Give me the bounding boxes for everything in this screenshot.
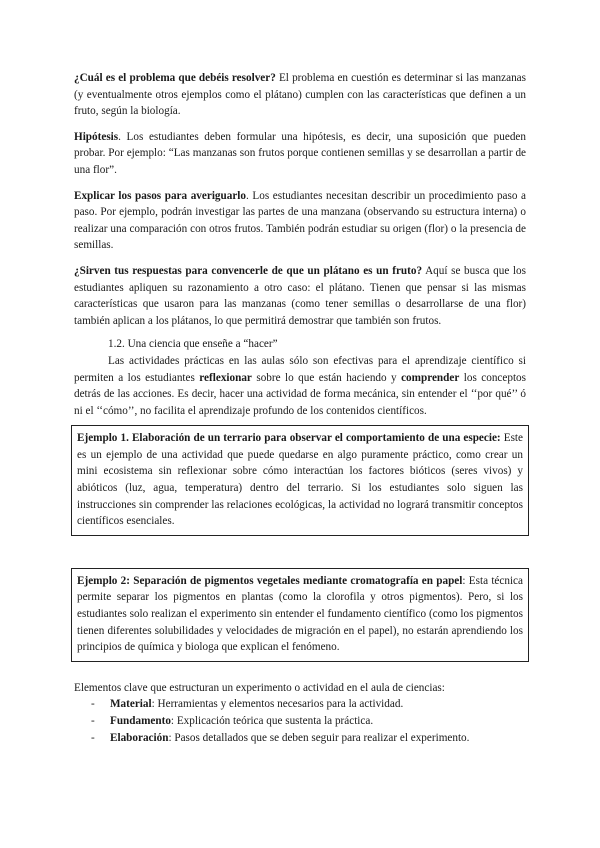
list-item [74, 696, 526, 713]
hypothesis-paragraph [74, 129, 526, 179]
list-item-desc: : Herramientas y elementos necesarios para la actividad. [151, 698, 404, 711]
steps-paragraph [74, 188, 526, 254]
example-1-paragraph [77, 430, 523, 530]
steps-term: Explicar los pasos para averiguarlo [74, 189, 247, 202]
example-2-box [71, 568, 529, 662]
section-heading: 1.2. Una ciencia que enseñe a “hacer” [108, 338, 278, 351]
steps-text: . Los estudiantes necesitan describir un procedimiento paso a paso. Por ejemplo, podrán investigar las partes de una manzana (observando su estructura interna) o realizar una comparación con otros frutos. También podrán estudiar su origen (flor) o la presencia de semillas. [74, 189, 527, 252]
section-bold-reflexionar: reflexionar [199, 371, 252, 384]
example-1-title: Ejemplo 1. Elaboración de un terrario para observar el comportamiento de una especie: [77, 432, 501, 445]
banana-question: ¿Sirven tus respuestas para convencerle de que un plátano es un fruto? [74, 264, 423, 277]
list-item-term: Fundamento [110, 715, 171, 727]
banana-paragraph [74, 263, 526, 329]
list-item-term: Material [110, 698, 152, 711]
list-dash: - [91, 715, 95, 727]
document-body [74, 70, 526, 746]
elements-list [74, 696, 526, 746]
list-item-desc: : Pasos detallados que se deben seguir para realizar el experimento. [168, 731, 470, 744]
elements-intro: Elementos clave que estructuran un experimento o actividad en el aula de ciencias: [74, 681, 445, 694]
example-1-box [71, 425, 529, 536]
list-item [74, 730, 526, 747]
example-2-paragraph [77, 573, 523, 656]
example-1-text: Este es un ejemplo de una actividad que puede quedarse en algo puramente práctico, como crear un mini ecosistema sin reflexionar sobre cómo interactúan los factores bióticos (seres vivos) y abióticos (luz, agua, temperatura) dentro del terrario. Si los estudiantes solo siguen las instrucciones sin comprender las relaciones ecológicas, la actividad no logrará transmitir conceptos científicos esenciales. [77, 432, 524, 528]
section-paragraph [74, 353, 526, 419]
list-dash: - [91, 698, 95, 711]
list-item-term: Elaboración [110, 731, 169, 744]
hypothesis-term: Hipótesis [74, 130, 119, 143]
problem-question: ¿Cuál es el problema que debéis resolver? [74, 72, 276, 84]
section-text-1: Las actividades prácticas en las aulas sólo son efectivas para el aprendizaje científico si permiten a los estudiantes [74, 354, 526, 384]
section-text-2: sobre lo que están haciendo y [251, 371, 402, 384]
example-2-title: Ejemplo 2: Separación de pigmentos vegetales mediante cromatografía en papel [77, 574, 463, 587]
list-dash: - [91, 731, 95, 744]
section-text-3: los conceptos detrás de las acciones. Es decir, hacer una actividad de forma mecánica, sin entender el ‘‘por qué’’ ó ni el ‘‘cómo’’, no facilita el aprendizaje profundo de los contenidos científicos. [74, 371, 526, 417]
hypothesis-text: . Los estudiantes deben formular una hipótesis, es decir, una suposición que pueden probar. Por ejemplo: “Las manzanas son frutos porque contienen semillas y se desarrollan a partir de una flor”. [74, 130, 526, 176]
problem-paragraph [74, 70, 526, 120]
section-bold-comprender: comprender [401, 371, 460, 384]
problem-text: El problema en cuestión es determinar si las manzanas (y eventualmente otros ejemplos como el plátano) cumplen con las características que definen a un fruto, según la biología. [74, 72, 526, 118]
list-item [74, 713, 526, 730]
banana-text: Aquí se busca que los estudiantes apliquen su razonamiento a otro caso: el plátano. Tienen que pensar si las mismas características que usaron para las manzanas (como tener semillas o desarrollarse de una flor) también aplican a los plátanos, lo que permitirá demostrar que también son frutos. [74, 264, 526, 327]
example-2-text: : Esta técnica permite separar los pigmentos en plantas (como la clorofila y otros pigmentos). Pero, si los estudiantes solo realizan el experimento sin entender el fundamento científico (como los pigmentos tienen diferentes solubilidades y velocidades de migración en el papel), no estarán aprendiendo los principios de química y biologa que explican el fenómeno. [77, 574, 523, 654]
list-item-desc: : Explicación teórica que sustenta la práctica. [170, 715, 374, 727]
